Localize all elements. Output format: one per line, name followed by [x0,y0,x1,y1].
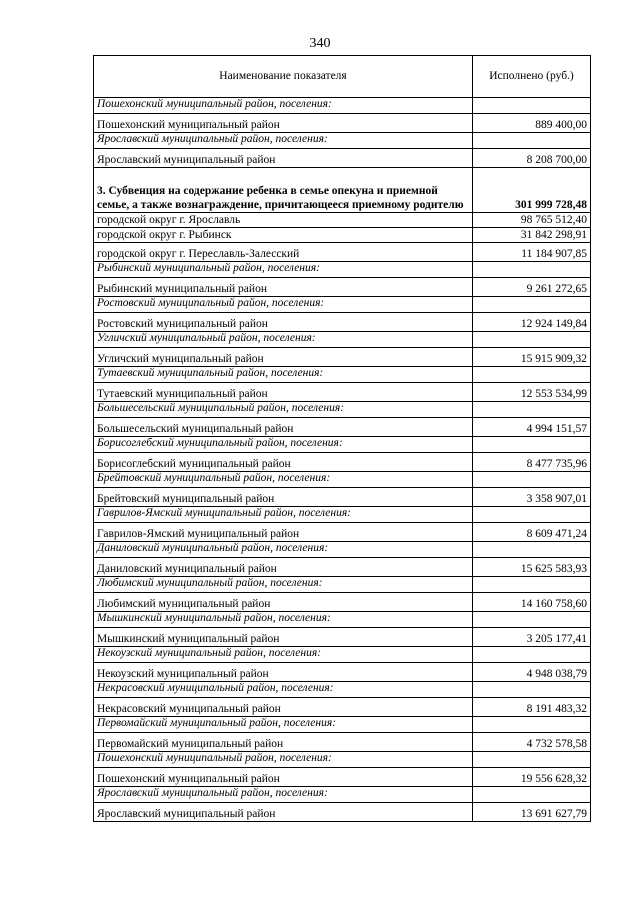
indicator-name-cell: Некоузский муниципальный район [94,663,473,682]
district-subheader-row [94,98,591,114]
column-header-executed: Исполнено (руб.) [473,56,591,98]
executed-amount-cell: 8 477 735,96 [473,453,591,472]
executed-amount-cell [473,717,591,733]
executed-amount-cell: 14 160 758,60 [473,593,591,612]
executed-amount-cell: 3 358 907,01 [473,488,591,507]
table-row [94,733,591,752]
table-row [94,593,591,612]
executed-amount-cell [473,133,591,149]
executed-amount-cell: 12 924 149,84 [473,313,591,332]
executed-amount-cell [473,402,591,418]
executed-amount-cell [473,472,591,488]
table-row [94,149,591,168]
table-row [94,768,591,787]
table-row [94,348,591,367]
indicator-name-cell: Большесельский муниципальный район [94,418,473,437]
section-total-row [94,168,591,213]
executed-amount-cell: 9 261 272,65 [473,278,591,297]
table-body [94,98,591,822]
district-subheader-row [94,133,591,149]
district-subheader-row [94,262,591,278]
executed-amount-cell: 4 994 151,57 [473,418,591,437]
executed-amount-cell: 19 556 628,32 [473,768,591,787]
indicator-name-cell: Брейтовский муниципальный район, поселения: [94,472,473,488]
table-row [94,418,591,437]
indicator-name-cell: Пошехонский муниципальный район [94,114,473,133]
district-subheader-row [94,507,591,523]
table-row [94,523,591,542]
executed-amount-cell [473,647,591,663]
indicator-name-cell: Рыбинский муниципальный район, поселения: [94,262,473,278]
indicator-name-cell: Даниловский муниципальный район, поселения: [94,542,473,558]
indicator-name-cell: Ростовский муниципальный район, поселения: [94,297,473,313]
executed-amount-cell [473,752,591,768]
district-subheader-row [94,647,591,663]
district-subheader-row [94,542,591,558]
indicator-name-cell: Ярославский муниципальный район [94,149,473,168]
table-row [94,243,591,262]
indicator-name-cell: Некрасовский муниципальный район, поселения: [94,682,473,698]
executed-amount-cell: 8 609 471,24 [473,523,591,542]
indicator-name-cell: Борисоглебский муниципальный район, поселения: [94,437,473,453]
indicator-name-cell: Большесельский муниципальный район, поселения: [94,402,473,418]
indicator-name-cell: Ярославский муниципальный район, поселения: [94,787,473,803]
executed-amount-cell [473,787,591,803]
indicator-name-cell: Тутаевский муниципальный район, поселения: [94,367,473,383]
executed-amount-cell: 301 999 728,48 [473,168,591,213]
indicator-name-cell: городской округ г. Ярославль [94,213,473,228]
table-header-row [94,56,591,98]
executed-amount-cell [473,332,591,348]
indicator-name-cell: Ярославский муниципальный район [94,803,473,822]
executed-amount-cell [473,612,591,628]
table-row [94,313,591,332]
executed-amount-cell [473,297,591,313]
executed-amount-cell: 4 948 038,79 [473,663,591,682]
report-table [93,55,591,822]
indicator-name-cell: городской округ г. Переславль-Залесский [94,243,473,262]
page-number: 340 [309,36,331,51]
executed-amount-cell [473,437,591,453]
indicator-name-cell: Некрасовский муниципальный район [94,698,473,717]
indicator-name-cell: Тутаевский муниципальный район [94,383,473,402]
executed-amount-cell: 4 732 578,58 [473,733,591,752]
indicator-name-cell: Первомайский муниципальный район [94,733,473,752]
district-subheader-row [94,752,591,768]
executed-amount-cell [473,682,591,698]
indicator-name-cell: Некоузский муниципальный район, поселения: [94,647,473,663]
table-row [94,278,591,297]
indicator-name-cell: Мышкинский муниципальный район, поселения: [94,612,473,628]
executed-amount-cell: 12 553 534,99 [473,383,591,402]
table-row [94,663,591,682]
district-subheader-row [94,332,591,348]
indicator-name-cell: Пошехонский муниципальный район, поселения: [94,752,473,768]
district-subheader-row [94,682,591,698]
district-subheader-row [94,402,591,418]
table-row [94,383,591,402]
table-row [94,698,591,717]
indicator-name-cell: Угличский муниципальный район [94,348,473,367]
indicator-name-cell: Брейтовский муниципальный район [94,488,473,507]
table-row [94,453,591,472]
indicator-name-cell: Гаврилов-Ямский муниципальный район [94,523,473,542]
district-subheader-row [94,787,591,803]
district-subheader-row [94,367,591,383]
table-row [94,558,591,577]
executed-amount-cell: 11 184 907,85 [473,243,591,262]
district-subheader-row [94,612,591,628]
indicator-name-cell: Пошехонский муниципальный район [94,768,473,787]
district-subheader-row [94,297,591,313]
executed-amount-cell [473,98,591,114]
indicator-name-cell: Гаврилов-Ямский муниципальный район, поселения: [94,507,473,523]
indicator-name-cell: Ростовский муниципальный район [94,313,473,332]
indicator-name-cell: Ярославский муниципальный район, поселения: [94,133,473,149]
table-row [94,628,591,647]
executed-amount-cell: 98 765 512,40 [473,213,591,228]
table-row [94,114,591,133]
table-row [94,213,591,228]
indicator-name-cell: городской округ г. Рыбинск [94,228,473,243]
indicator-name-cell: Мышкинский муниципальный район [94,628,473,647]
executed-amount-cell: 15 625 583,93 [473,558,591,577]
executed-amount-cell: 889 400,00 [473,114,591,133]
indicator-name-cell: Любимский муниципальный район, поселения: [94,577,473,593]
executed-amount-cell: 3 205 177,41 [473,628,591,647]
indicator-name-cell: Первомайский муниципальный район, поселения: [94,717,473,733]
executed-amount-cell [473,542,591,558]
table-row [94,488,591,507]
indicator-name-cell: Пошехонский муниципальный район, поселения: [94,98,473,114]
indicator-name-cell: Даниловский муниципальный район [94,558,473,577]
executed-amount-cell: 8 208 700,00 [473,149,591,168]
executed-amount-cell [473,262,591,278]
executed-amount-cell: 13 691 627,79 [473,803,591,822]
indicator-name-cell: 3. Субвенция на содержание ребенка в семье опекуна и приемной семье, а также вознаграждение, причитающееся приемному родителю [94,168,473,213]
executed-amount-cell [473,507,591,523]
indicator-name-cell: Рыбинский муниципальный район [94,278,473,297]
table-row [94,803,591,822]
executed-amount-cell: 15 915 909,32 [473,348,591,367]
district-subheader-row [94,717,591,733]
executed-amount-cell [473,577,591,593]
executed-amount-cell [473,367,591,383]
table-row [94,228,591,243]
indicator-name-cell: Борисоглебский муниципальный район [94,453,473,472]
indicator-name-cell: Любимский муниципальный район [94,593,473,612]
executed-amount-cell: 8 191 483,32 [473,698,591,717]
executed-amount-cell: 31 842 298,91 [473,228,591,243]
district-subheader-row [94,472,591,488]
district-subheader-row [94,577,591,593]
district-subheader-row [94,437,591,453]
indicator-name-cell: Угличский муниципальный район, поселения: [94,332,473,348]
column-header-indicator: Наименование показателя [94,56,473,98]
